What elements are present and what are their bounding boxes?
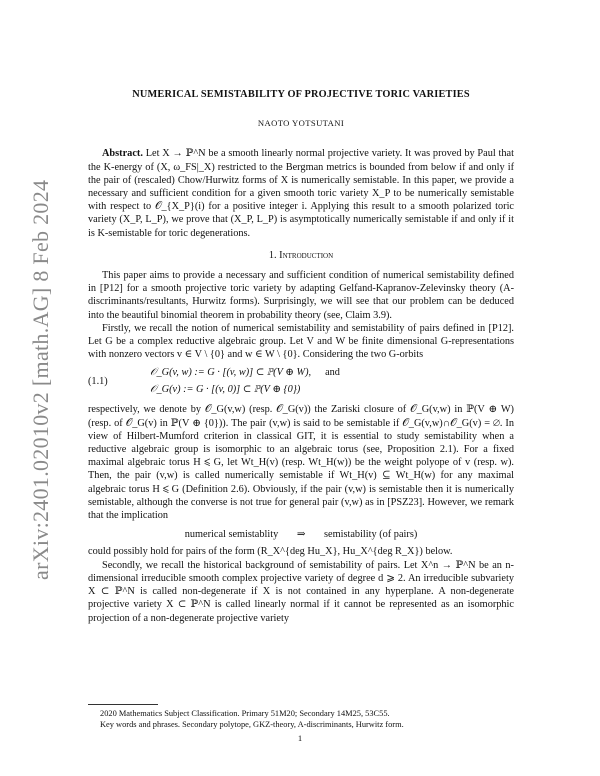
equation-1-1 — [88, 364, 514, 398]
arxiv-sidebar — [8, 60, 53, 580]
abstract-text: Let X → ℙ^N be a smooth linearly normal projective variety. It was proved by Paul that the K-energy of (X, ω_FS|_X) restricted to the Bergman metrics is bounded from below if and only if the pair of (rescaled) Chow/Hurwitz forms of X is numerically semistable. In this paper, we provide a necessary and sufficient condition for a given smooth toric variety X_P to be numerically semistable with respect to 𝒪_{X_P}(i) for a positive integer i. Applying this result to a smooth polarized toric variety (X_P, L_P), we prove that (X_P, L_P) is asymptotically numerically semistable if and only if it is K-semistable for toric degenerations. — [88, 148, 514, 239]
page-body — [88, 88, 514, 625]
footnote-keywords: Key words and phrases. Secondary polytope, GKZ-theory, A-discriminants, Hurwitz form. — [100, 720, 404, 729]
paragraph-4: could possibly hold for pairs of the form (R_X^{deg Hu_X}, Hu_X^{deg R_X}) below. — [88, 546, 453, 558]
footnote-rule — [88, 704, 158, 705]
paragraph-3: respectively, we denote by 𝒪_G(v,w) (resp. 𝒪_G(v)) the Zariski closure of 𝒪_G(v,w) in ℙ(V ⊕ W) (resp. of 𝒪_G(v) in ℙ(V ⊕ {0})). The pair (v,w) is said to be semistable if 𝒪_G(v,w)∩𝒪_G(v) = ∅. In view of Hilbert-Mumford criterion in classical GIT, it is essential to study semistability when a reductive algebraic group is isomorphic to an algebraic torus (see, Proposition 2.1). For a fixed maximal algebraic torus H ⩽ G, let Wt_H(v) (resp. Wt_H(w)) be the weight polyope of v (resp. w). Then, the pair (v,w) is called numerically semistable if Wt_H(v) ⊆ Wt_H(w) for any maximal algebraic torus H ⩽ G (Definition 2.6). Obviously, if the pair (v,w) is semistable then it is numerically semistable, although the converse is not true for general pair (v,w) as in [PSZ23]. However, we remark that the implication — [88, 404, 514, 522]
equation-and: and — [325, 367, 340, 379]
abstract — [88, 147, 514, 239]
equation-line-1: 𝒪_G(v, w) := G · [(v, w)] ⊂ ℙ(V ⊕ W), — [150, 367, 312, 379]
paragraph-2: Firstly, we recall the notion of numerical semistability and semistability of pairs defined in [P12]. Let G be a complex reductive algebraic group. Let V and W be finite dimensional G-representations with nonzero vectors v ∈ V \ {0} and w ∈ W \ {0}. Considering the two G-orbits — [88, 322, 514, 361]
equation-line-2: 𝒪_G(v) := G · [(v, 0)] ⊂ ℙ(V ⊕ {0}) — [150, 384, 301, 396]
arxiv-stamp: arXiv:2401.02010v2 [math.AG] 8 Feb 2024 — [28, 179, 53, 580]
paper-author: NAOTO YOTSUTANI — [257, 118, 345, 129]
footnotes — [88, 704, 514, 730]
section-heading: 1. Introduction — [268, 249, 334, 261]
equation-number: (1.1) — [88, 375, 108, 387]
footnote-msc: 2020 Mathematics Subject Classification. Primary 51M20; Secondary 14M25, 53C55. — [100, 709, 390, 718]
page-number: 1 — [297, 733, 303, 743]
implication-right: semistability (of pairs) — [324, 529, 418, 541]
abstract-label: Abstract. — [102, 148, 143, 160]
implication-arrow: ⇒ — [296, 529, 306, 541]
implication — [88, 528, 514, 541]
paragraph-5: Secondly, we recall the historical background of semistability of pairs. Let X^n → ℙ^N be an n-dimensional irreducible smooth complex projective variety of degree d ⩾ 2. An irreducible subvariety X ⊂ ℙ^N is called non-degenerate if X is not contained in any hyperplane. A non-degenerate projective variety X ⊂ ℙ^N is called linearly normal if it cannot be represented as an isomorphic projection of a non-degenerate projective variety — [88, 559, 514, 624]
paragraph-1: This paper aims to provide a necessary and sufficient condition of numerical semistability defined in [P12] for a smooth projective toric variety by adapting Gelfand-Kapranov-Zelevinsky theory (A-discriminants/resultants, Hurwitz forms). Surprisingly, we will see that our problem can be deduced into the beautiful binomial theorem in probability theory (see, Claim 3.9). — [88, 270, 514, 321]
implication-left: numerical semistablity — [184, 529, 279, 541]
paper-title: NUMERICAL SEMISTABILITY OF PROJECTIVE TORIC VARIETIES — [132, 89, 470, 100]
